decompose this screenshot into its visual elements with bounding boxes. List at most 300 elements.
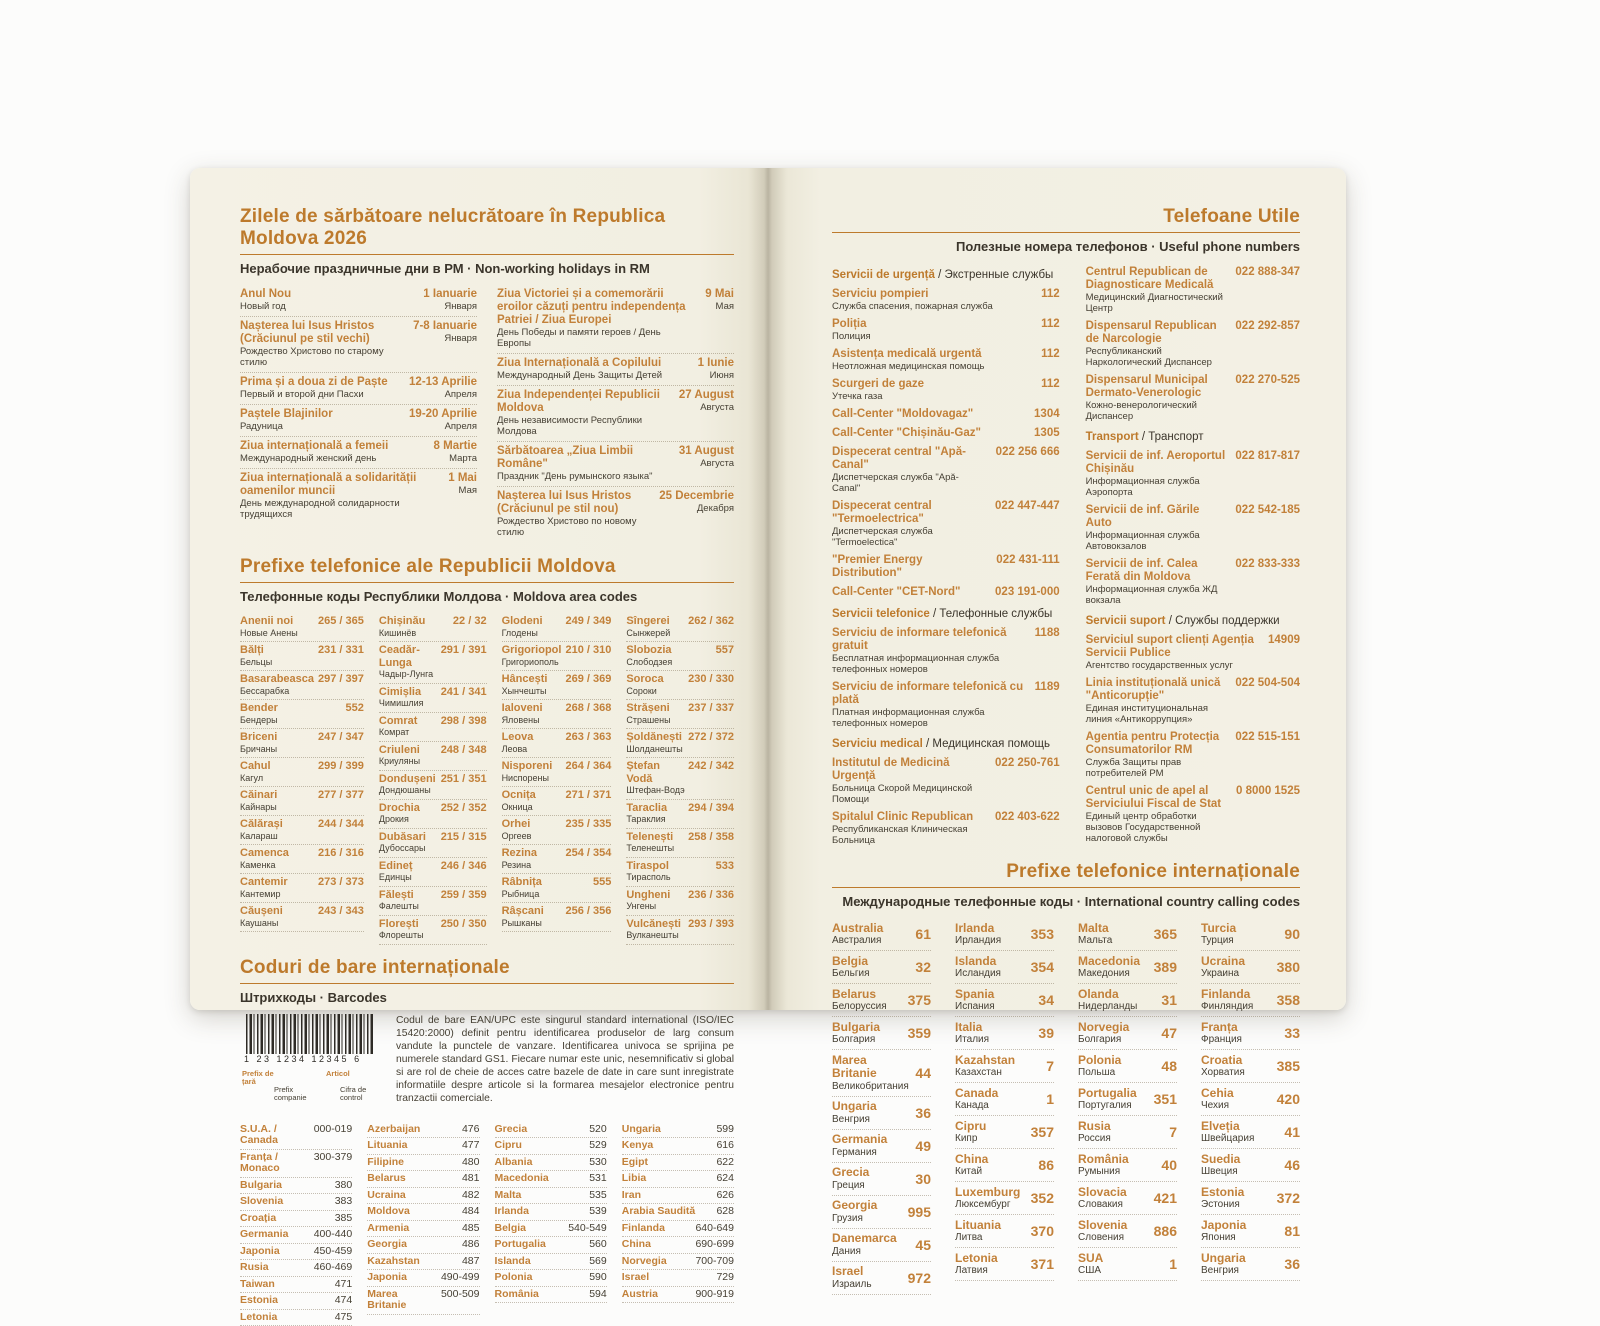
barcode-country: Taiwan (240, 1279, 331, 1291)
area-code-entry (240, 642, 364, 671)
barcodes-title: Coduri de bare internaționale (240, 957, 734, 979)
barcode-prefix-entry (622, 1204, 734, 1221)
intl-country-name-ru: Нидерланды (1078, 1001, 1155, 1013)
intl-code-entry (832, 1229, 931, 1262)
intl-country-name-ru: Украина (1201, 968, 1271, 980)
area-code-value: 552 (346, 702, 364, 715)
intl-country-name: România (1078, 1153, 1155, 1167)
barcode-prefix-value: 383 (335, 1196, 353, 1208)
barcode-prefix-entry (622, 1122, 734, 1139)
intl-code-entry (1078, 1248, 1177, 1281)
area-codes-subtitle: Телефонные коды Республики Молдова · Moldova area codes (240, 589, 734, 604)
barcode-prefixes-column (240, 1122, 352, 1326)
holiday-name-block (497, 490, 651, 538)
useful-phones-column-a (832, 263, 1060, 849)
intl-country-name-ru: Польша (1078, 1067, 1155, 1079)
area-code-town: Fălești (379, 889, 437, 902)
barcode-explainer (240, 1014, 734, 1114)
phone-entry-number: 022 292-857 (1235, 320, 1300, 333)
area-code-town: Telenești (626, 831, 684, 844)
barcode-country: Franța / Monaco (240, 1152, 310, 1175)
intl-country-name-ru: Исландия (955, 968, 1025, 980)
holiday-name-ro: Ziua Internațională a Copilului (497, 357, 690, 370)
barcode-prefix-value: 477 (462, 1140, 480, 1152)
barcode-prefix-entry (240, 1122, 352, 1150)
area-code-entry (502, 642, 612, 671)
phone-entry (832, 424, 1060, 443)
area-code-row (502, 876, 612, 889)
intl-code-entry (1078, 984, 1177, 1017)
intl-country-name: Marea Britanie (832, 1054, 909, 1081)
barcode-prefix-entry (367, 1221, 479, 1238)
area-code-row (626, 918, 734, 931)
area-code-value: 298 / 398 (441, 715, 487, 728)
intl-country-name: Cehia (1201, 1087, 1271, 1101)
barcode-prefix-value: 616 (716, 1140, 734, 1152)
area-code-town-ru: Бендеры (240, 715, 364, 726)
area-code-town-ru: Теленешты (626, 843, 734, 854)
area-code-town: Glodeni (502, 615, 562, 628)
barcode-prefixes-column (622, 1122, 734, 1326)
area-code-town-ru: Слободзея (626, 657, 734, 668)
intl-country-name-ru: Канада (955, 1100, 1040, 1112)
intl-country-name-ru: Словения (1078, 1232, 1148, 1244)
holiday-name-ro: Nașterea lui Isus Hristos (Crăciunul pe stil vechi) (240, 320, 405, 346)
area-code-entry (240, 729, 364, 758)
intl-code-entry (1201, 1215, 1300, 1248)
area-code-town: Basarabeasca (240, 673, 314, 686)
holiday-date-ru: Июня (698, 370, 734, 381)
intl-country-name: Elveția (1201, 1120, 1278, 1134)
holiday-entry (497, 285, 734, 354)
barcode-country: Ucraina (367, 1190, 458, 1202)
phone-entry-name-block (1086, 677, 1226, 725)
barcode-prefix-entry (240, 1211, 352, 1228)
phone-entry-name: "Premier Energy Distribution" (832, 554, 986, 580)
phone-entry-name: Asistența medicală urgentă (832, 348, 1031, 361)
barcode-country: Georgia (367, 1239, 458, 1251)
phone-entry-name-ru: Информационная служба ЖД вокзала (1086, 584, 1226, 606)
area-code-value: 247 / 347 (318, 731, 364, 744)
holiday-date-ru: Января (423, 301, 477, 312)
intl-code-entry (832, 1262, 931, 1295)
phone-entry-name-block (1086, 634, 1258, 671)
intl-country-name-ru: Литва (955, 1232, 1025, 1244)
barcodes-section (240, 957, 734, 1326)
barcode-prefix-entry (495, 1155, 607, 1172)
intl-code-entry (1201, 1182, 1300, 1215)
holiday-date-ru: Мая (705, 301, 734, 312)
area-code-town-ru: Вулканешты (626, 930, 734, 941)
area-code-row (379, 744, 487, 757)
barcode-country: Slovenia (240, 1196, 331, 1208)
phone-entry-number: 022 270-525 (1235, 374, 1300, 387)
holiday-date-block (409, 376, 477, 400)
intl-code-value: 46 (1284, 1157, 1300, 1173)
barcode-prefix-entry (240, 1310, 352, 1326)
intl-code-entry (1201, 1149, 1300, 1182)
barcode-country: Albania (495, 1157, 586, 1169)
phone-entry-name-block (832, 757, 985, 805)
area-code-town: Vulcănești (626, 918, 684, 931)
phone-group-title-ru: / Медицинская помощь (926, 738, 1050, 750)
intl-country-name: China (955, 1153, 1032, 1167)
intl-country-name: Kazahstan (955, 1054, 1040, 1068)
holiday-date-ro: 8 Martie (434, 440, 477, 453)
area-code-row (379, 918, 487, 931)
barcode-prefix-entry (622, 1221, 734, 1238)
area-code-entry (626, 887, 734, 916)
holiday-name-ro: Ziua Victoriei și a comemorării eroilor căzuți pentru independența Patriei / Ziua Europei (497, 288, 697, 327)
phone-entry-number: 022 403-622 (995, 811, 1060, 824)
barcode-prefix-entry (622, 1254, 734, 1271)
intl-code-value: 47 (1161, 1025, 1177, 1041)
area-code-row (626, 702, 734, 715)
phone-entry-number: 022 515-151 (1235, 731, 1300, 744)
intl-country-block (832, 1232, 909, 1257)
barcode-country: Germania (240, 1229, 310, 1241)
left-page-content (190, 168, 768, 1326)
phone-group (1086, 263, 1300, 425)
phone-entry-name: Agentia pentru Protecția Consumatorilor RM (1086, 731, 1226, 757)
area-code-town: Grigoriopol (502, 644, 562, 657)
barcode-country: Azerbaijan (367, 1124, 458, 1136)
area-codes-column (379, 613, 487, 945)
intl-codes-title-divider (832, 887, 1300, 888)
phone-entry-name: Servicii de inf. Gările Auto (1086, 504, 1226, 530)
area-code-value: 293 / 393 (688, 918, 734, 931)
area-code-town: Orhei (502, 818, 562, 831)
area-codes-column (240, 613, 364, 945)
intl-country-name-ru: Китай (955, 1166, 1032, 1178)
area-code-entry (379, 887, 487, 916)
intl-country-name: Olanda (1078, 988, 1155, 1002)
phone-entry (832, 808, 1060, 849)
intl-country-block (832, 988, 902, 1013)
barcode-prefix-entry (367, 1287, 479, 1315)
barcode-prefix-value: 628 (716, 1206, 734, 1218)
area-code-town: Șoldănești (626, 731, 684, 744)
phone-entry-number: 022 888-347 (1235, 266, 1300, 279)
area-code-value: 251 / 351 (441, 773, 487, 786)
phone-entry-name-ru: Информационная служба Автовокзалов (1086, 530, 1226, 552)
barcode-country: Lituania (367, 1140, 458, 1152)
barcode-prefix-entry (240, 1293, 352, 1310)
intl-country-name: Luxemburg (955, 1186, 1025, 1200)
barcode-country: Iran (622, 1190, 713, 1202)
intl-country-name-ru: Чехия (1201, 1100, 1271, 1112)
intl-country-block (1078, 1087, 1148, 1112)
phone-entry-name-block (832, 627, 1025, 675)
phone-entry (832, 678, 1060, 732)
barcode-country: Libia (622, 1173, 713, 1185)
barcode-label-check: Cifra de control (340, 1086, 386, 1102)
area-code-row (626, 644, 734, 657)
area-code-town: Tiraspol (626, 860, 711, 873)
barcode-prefix-value: 471 (335, 1279, 353, 1291)
phone-entry-name-ru: Республиканский Наркологический Диспансер (1086, 346, 1226, 368)
barcode-prefix-entry (495, 1254, 607, 1271)
barcode-prefix-entry (367, 1188, 479, 1205)
area-code-town-ru: Глодены (502, 628, 612, 639)
area-code-row (379, 860, 487, 873)
intl-country-name: Finlanda (1201, 988, 1271, 1002)
area-code-town-ru: Сынжерей (626, 628, 734, 639)
area-code-row (379, 615, 487, 628)
area-codes-table (240, 613, 734, 945)
holiday-entry (497, 442, 734, 487)
holiday-name-ru: Первый и второй дни Пасхи (240, 389, 401, 400)
intl-country-name: Canada (955, 1087, 1040, 1101)
holiday-date-block (409, 408, 477, 432)
holiday-name-ru: Праздник "День румынского языка" (497, 471, 671, 482)
intl-country-name-ru: Эстония (1201, 1199, 1271, 1211)
area-code-value: 248 / 348 (441, 744, 487, 757)
holiday-name-block (240, 288, 415, 312)
area-code-town-ru: Кишинёв (379, 628, 487, 639)
barcode-country: Japonia (240, 1246, 310, 1258)
area-code-entry (502, 758, 612, 787)
area-code-town: Slobozia (626, 644, 711, 657)
area-code-town: Anenii noi (240, 615, 314, 628)
holiday-date-block (413, 320, 477, 344)
intl-country-name-ru: Словакия (1078, 1199, 1148, 1211)
intl-country-name: Slovenia (1078, 1219, 1148, 1233)
area-code-value: 265 / 365 (318, 615, 364, 628)
phone-entry-name-ru: Информационная служба Аэропорта (1086, 476, 1226, 498)
intl-country-block (1201, 922, 1278, 947)
area-code-row (626, 760, 734, 785)
phone-entry-name-ru: Больница Скорой Медицинской Помощи (832, 783, 985, 805)
phone-entry-name-block (832, 811, 985, 846)
intl-code-value: 41 (1284, 1124, 1300, 1140)
intl-code-value: 359 (908, 1025, 931, 1041)
phone-entry-name-block (832, 586, 985, 599)
barcode-prefix-entry (367, 1270, 479, 1287)
phone-entry-name-block (832, 378, 1031, 402)
intl-country-block (832, 1199, 902, 1224)
phone-entry-name-ru: Неотложная медицинская помощь (832, 361, 1031, 372)
phone-entry-name: Centrul Republican de Diagnosticare Medicală (1086, 266, 1226, 292)
barcode-country: Grecia (495, 1124, 586, 1136)
barcode-prefix-value: 529 (589, 1140, 607, 1152)
area-code-row (502, 760, 612, 773)
area-code-town-ru: Ниспорены (502, 773, 612, 784)
intl-codes-column (1078, 918, 1177, 1295)
barcode-prefix-value: 000-019 (314, 1124, 353, 1147)
phone-entry (832, 497, 1060, 551)
area-code-value: 246 / 346 (441, 860, 487, 873)
area-code-town-ru: Дрокия (379, 814, 487, 825)
phone-entry-name-block (1086, 320, 1226, 368)
area-code-row (240, 905, 364, 918)
area-code-town: Criuleni (379, 744, 437, 757)
area-code-row (240, 615, 364, 628)
intl-codes-subtitle: Международные телефонные коды · International country calling codes (832, 894, 1300, 909)
phone-group-title-ru: / Службы поддержки (1169, 615, 1280, 627)
intl-country-name: Danemarca (832, 1232, 909, 1246)
intl-code-value: 1 (1169, 1256, 1177, 1272)
phone-entry-number: 022 256 666 (996, 446, 1060, 459)
intl-code-value: 370 (1031, 1223, 1054, 1239)
phone-entry-name-block (832, 348, 1031, 372)
holiday-name-block (497, 357, 690, 381)
intl-code-entry (1201, 1083, 1300, 1116)
phone-entry-name: Dispensarul Republican de Narcologie (1086, 320, 1226, 346)
area-code-town-ru: Криуляны (379, 756, 487, 767)
area-code-town-ru: Новые Анены (240, 628, 364, 639)
phone-entry (1086, 501, 1300, 555)
holiday-entry (240, 373, 477, 405)
phone-entry (832, 583, 1060, 602)
barcode-prefix-value: 594 (589, 1289, 607, 1301)
phone-group-items (832, 754, 1060, 849)
area-code-value: 259 / 359 (441, 889, 487, 902)
intl-country-block (832, 1021, 902, 1046)
area-code-town-ru: Бричаны (240, 744, 364, 755)
phone-entry-number: 14909 (1268, 634, 1300, 647)
phone-group (1086, 431, 1300, 609)
area-code-entry (240, 874, 364, 903)
intl-country-block (955, 1054, 1040, 1079)
area-code-town-ru: Шолданешты (626, 744, 734, 755)
phone-group-title-ro: Servicii telefonice (832, 608, 930, 620)
holiday-entry (240, 405, 477, 437)
barcode-prefix-entry (495, 1204, 607, 1221)
phone-entry-name-ru: Медицинский Диагностический Центр (1086, 292, 1226, 314)
intl-code-entry (1201, 1116, 1300, 1149)
phone-entry-name: Call-Center "CET-Nord" (832, 586, 985, 599)
area-code-value: 299 / 399 (318, 760, 364, 773)
barcode-prefix-entry (495, 1188, 607, 1205)
barcode-country: Moldova (367, 1206, 458, 1218)
intl-code-value: 371 (1031, 1256, 1054, 1272)
intl-country-block (1201, 1054, 1271, 1079)
area-code-entry (626, 729, 734, 758)
intl-country-name: Georgia (832, 1199, 902, 1213)
area-code-entry (379, 684, 487, 713)
phone-entry-name-block (832, 408, 1024, 421)
intl-country-block (955, 1021, 1032, 1046)
barcode-country: Portugalia (495, 1239, 586, 1251)
holiday-name-ro: Ziua internațională a femeii (240, 440, 426, 453)
area-code-town-ru: Чадыр-Лунга (379, 669, 487, 680)
intl-country-block (1201, 1153, 1278, 1178)
barcode-prefix-value: 476 (462, 1124, 480, 1136)
intl-country-block (1078, 1219, 1148, 1244)
barcode-country: S.U.A. / Canada (240, 1124, 310, 1147)
barcode-country: Marea Britanie (367, 1289, 437, 1312)
barcode-country: Malta (495, 1190, 586, 1202)
area-code-value: 254 / 354 (565, 847, 611, 860)
barcode-prefix-entry (367, 1155, 479, 1172)
intl-code-entry (1201, 1017, 1300, 1050)
phone-entry (832, 285, 1060, 315)
holiday-name-ru: Рождество Христово по новому стилю (497, 516, 651, 538)
intl-country-name: Japonia (1201, 1219, 1278, 1233)
area-code-town-ru: Дубоссары (379, 843, 487, 854)
intl-code-entry (1201, 1050, 1300, 1083)
barcode-prefix-entry (622, 1171, 734, 1188)
barcode-prefix-entry (622, 1270, 734, 1287)
phone-entry-name-ru: Служба спасения, пожарная служба (832, 301, 1031, 312)
barcode-prefix-value: 626 (716, 1190, 734, 1202)
barcode-paragraph: Codul de bare EAN/UPC este singurul standard international (ISO/IEC 15420:2000) definit pentru identificarea produselor de larg consum vandute la punctele de vanzare. Identificarea univoca se sprijina pe numerele standard GS1. Fiecare numar este unic, nesemnificativ si global si are rol de cheie de acces catre bazele de date in care sunt inregistrate informatiile despre articole si la formarea mesajelor electronice pentru tranzactii comerciale. (396, 1014, 734, 1114)
phone-entry (1086, 263, 1300, 317)
holiday-name-ru: Радуница (240, 421, 401, 432)
intl-code-entry (955, 1083, 1054, 1116)
barcode-prefix-value: 531 (589, 1173, 607, 1185)
intl-code-entry (832, 1196, 931, 1229)
barcode-prefix-entry (367, 1204, 479, 1221)
intl-code-value: 995 (908, 1204, 931, 1220)
holiday-date-ru: Августа (679, 402, 734, 413)
barcode-prefix-value: 481 (462, 1173, 480, 1185)
holiday-name-ru: Рождество Христово по старому стилю (240, 346, 405, 368)
intl-country-name-ru: Болгария (832, 1034, 902, 1046)
intl-country-block (1201, 1186, 1271, 1211)
intl-codes-column (832, 918, 931, 1295)
planner-spread (190, 168, 1346, 1010)
intl-code-value: 36 (1284, 1256, 1300, 1272)
intl-code-entry (955, 984, 1054, 1017)
intl-codes-column (955, 918, 1054, 1295)
holiday-entry (497, 354, 734, 386)
area-code-row (626, 860, 734, 873)
area-code-entry (502, 903, 612, 932)
barcode-country: China (622, 1239, 692, 1251)
phone-entry (1086, 371, 1300, 425)
intl-code-entry (832, 918, 931, 951)
holiday-name-ru: День Победы и памяти героев / День Европы (497, 327, 697, 349)
holiday-date-block (434, 440, 477, 464)
area-code-town: Taraclia (626, 802, 684, 815)
intl-code-entry (1078, 1083, 1177, 1116)
holiday-name-ru: День международной солидарности трудящихся (240, 498, 440, 520)
area-code-row (502, 847, 612, 860)
holiday-date-ru: Декабря (659, 503, 734, 514)
phone-group-items (832, 624, 1060, 732)
intl-country-name-ru: Кипр (955, 1133, 1025, 1145)
area-code-town-ru: Чимишлия (379, 698, 487, 709)
barcode-prefix-value: 624 (716, 1173, 734, 1185)
area-code-town: Drochia (379, 802, 437, 815)
barcode-country: Croația (240, 1213, 331, 1225)
area-code-value: 273 / 373 (318, 876, 364, 889)
phone-entry-number: 1304 (1034, 408, 1060, 421)
area-code-row (240, 731, 364, 744)
holidays-section (240, 206, 734, 542)
intl-country-name-ru: Великобритания (832, 1081, 909, 1093)
area-code-row (379, 889, 487, 902)
phone-entry-name-block (1086, 785, 1226, 844)
barcode-prefix-value: 385 (335, 1213, 353, 1225)
area-code-value: 235 / 335 (565, 818, 611, 831)
intl-code-value: 32 (915, 959, 931, 975)
holiday-entry (240, 437, 477, 469)
holiday-date-block (679, 389, 734, 413)
barcode-prefix-value: 560 (589, 1239, 607, 1251)
area-code-value: 555 (593, 876, 611, 889)
phone-entry-name: Linia instituțională unică "Anticorupție" (1086, 677, 1226, 703)
phone-entry-number: 022 504-504 (1235, 677, 1300, 690)
area-code-row (502, 644, 612, 657)
area-code-value: 256 / 356 (565, 905, 611, 918)
intl-country-name-ru: Болгария (1078, 1034, 1155, 1046)
intl-country-name: Ucraina (1201, 955, 1271, 969)
barcode-image (246, 1014, 374, 1054)
holiday-name-ro: Sărbătoarea „Ziua Limbii Române" (497, 445, 671, 471)
